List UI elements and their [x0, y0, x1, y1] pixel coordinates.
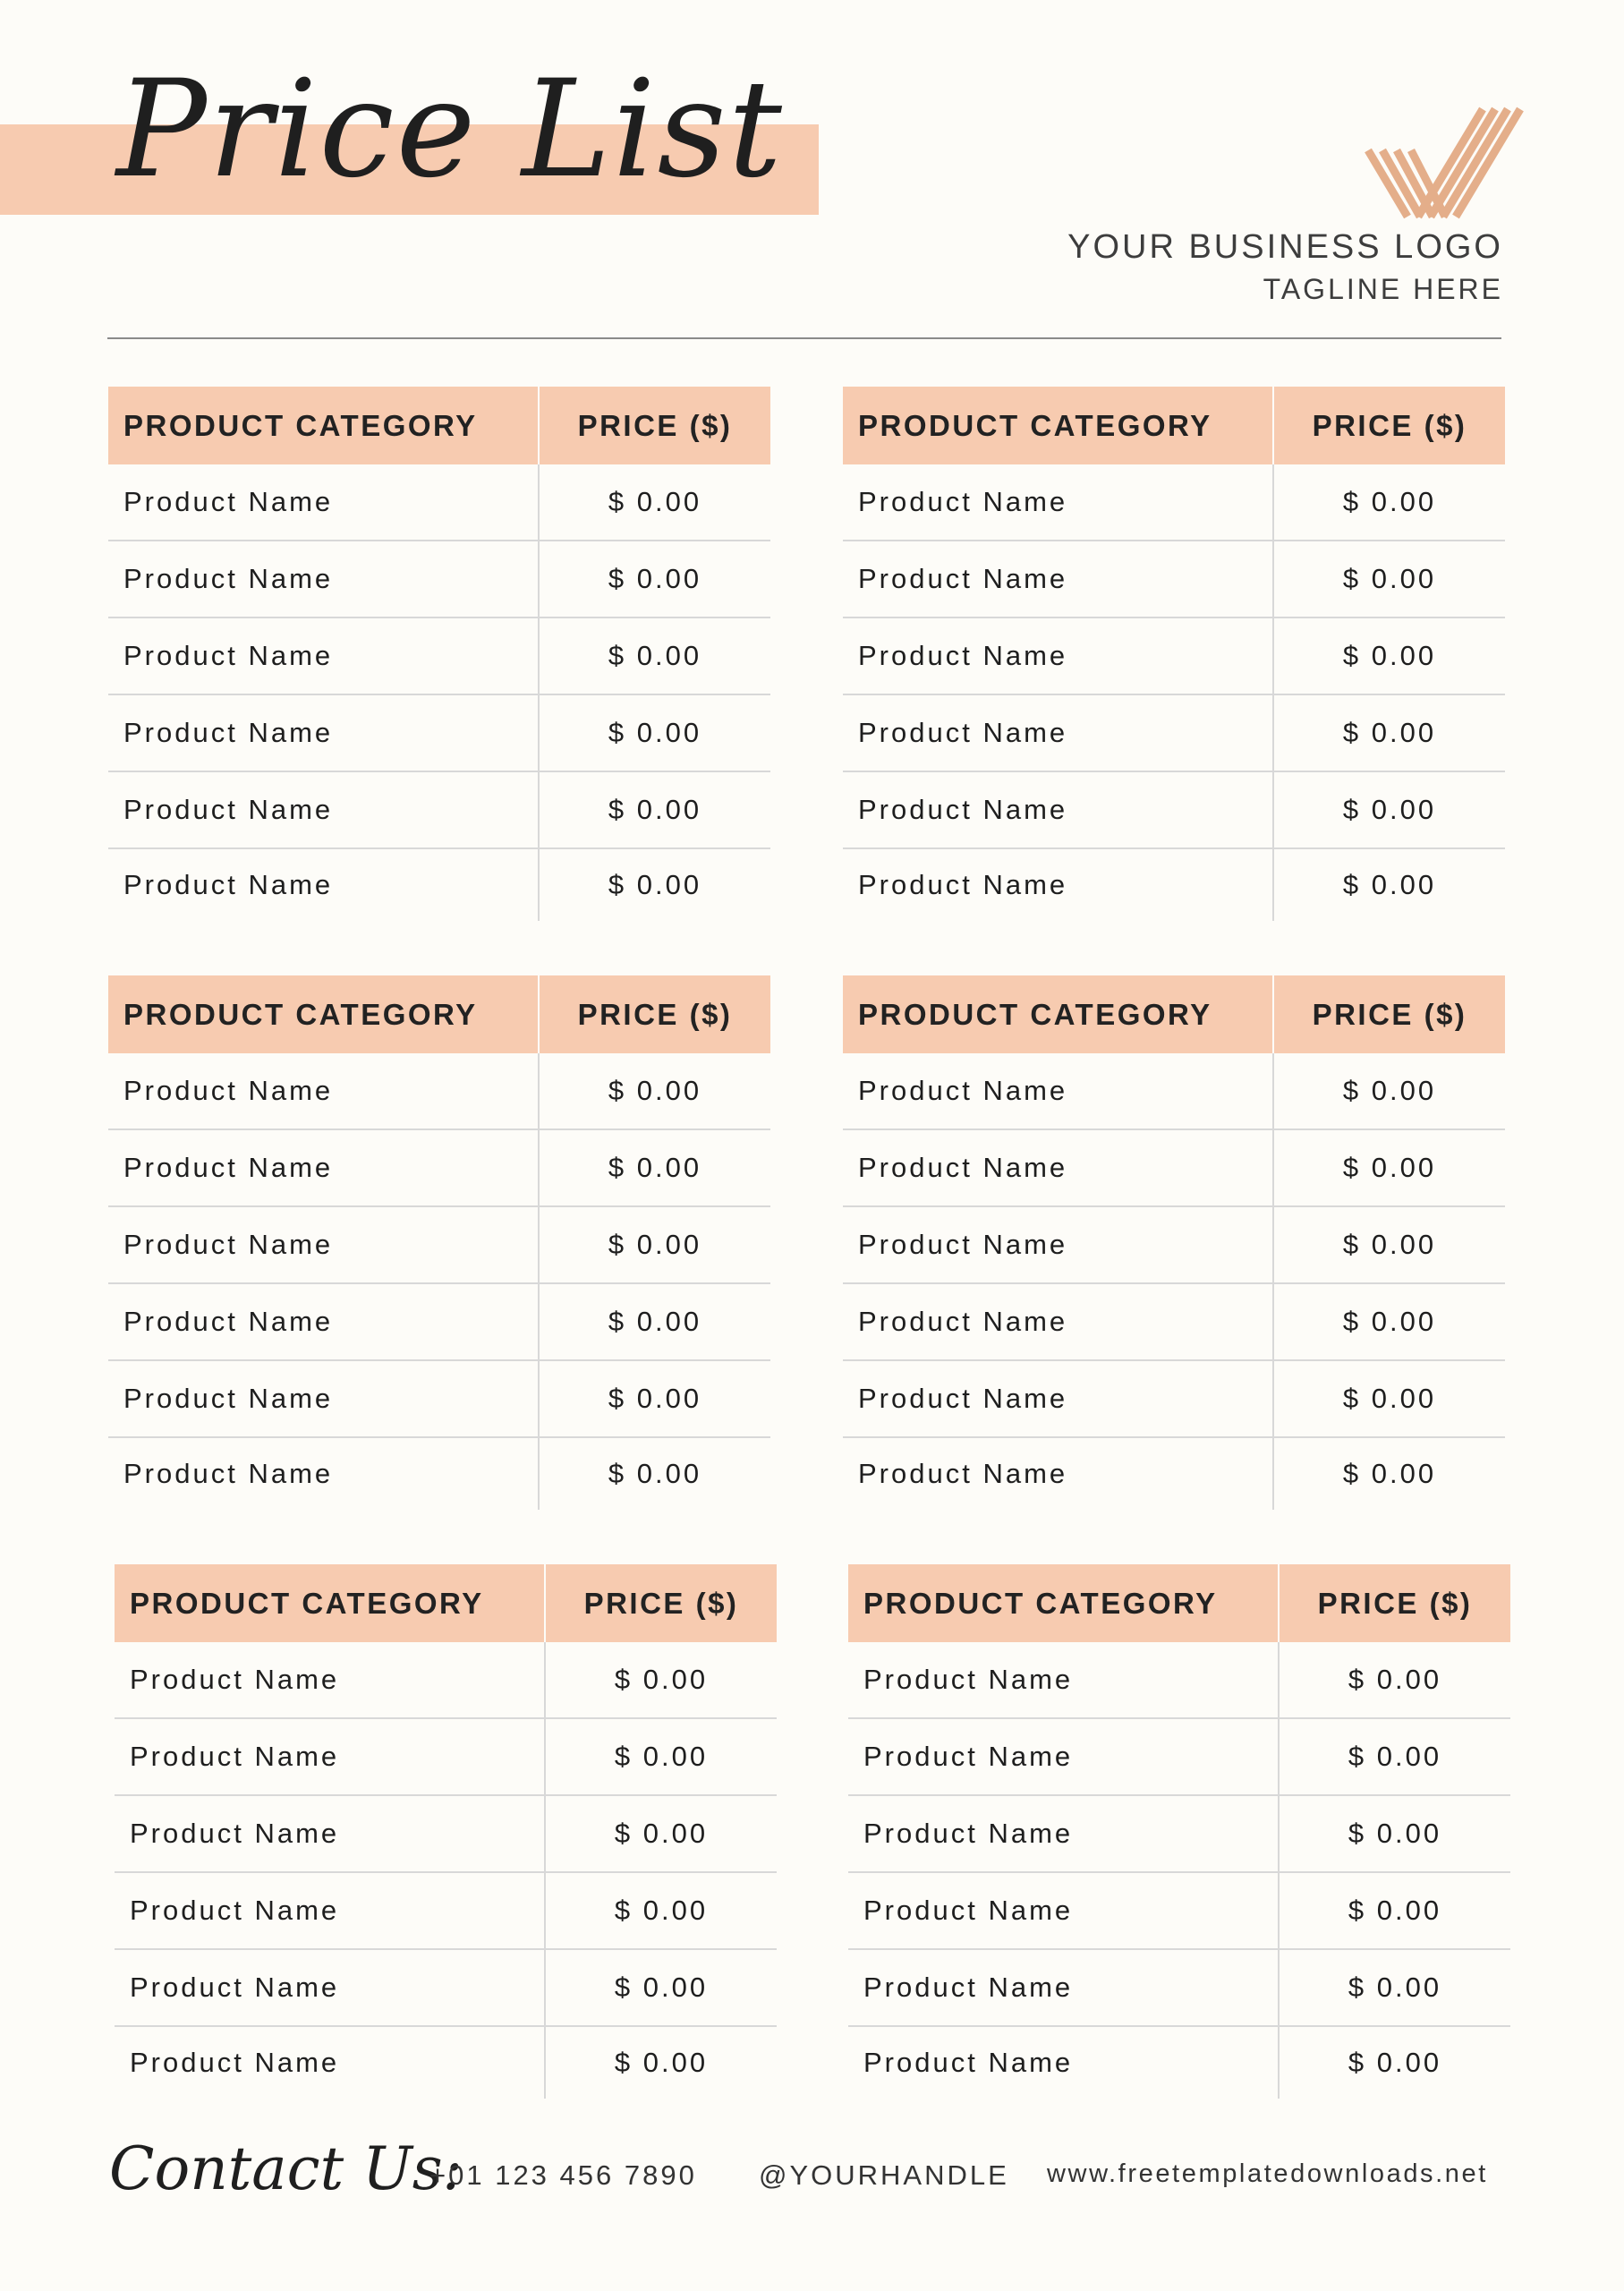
table-header — [115, 1564, 777, 1642]
product-name: Product Name — [858, 486, 1068, 517]
table-row — [843, 1284, 1505, 1361]
price-table — [843, 387, 1505, 921]
product-name: Product Name — [130, 1972, 340, 2003]
product-price: $ 0.00 — [1272, 1207, 1505, 1282]
table-row — [848, 1873, 1510, 1950]
product-price: $ 0.00 — [1278, 1642, 1510, 1717]
table-row — [848, 1642, 1510, 1719]
price-table — [108, 387, 770, 921]
product-name: Product Name — [863, 1895, 1074, 1926]
contact-phone: +01 123 456 7890 — [429, 2159, 697, 2191]
table-row — [843, 618, 1505, 695]
product-price: $ 0.00 — [1278, 1719, 1510, 1794]
table-header — [108, 975, 770, 1053]
product-name: Product Name — [123, 1229, 334, 1260]
product-price: $ 0.00 — [538, 1207, 770, 1282]
product-price: $ 0.00 — [538, 618, 770, 694]
product-price: $ 0.00 — [544, 2027, 777, 2099]
product-name: Product Name — [123, 1075, 334, 1106]
table-row — [108, 1438, 770, 1510]
product-name: Product Name — [130, 2047, 340, 2078]
table-row — [843, 464, 1505, 541]
product-name: Product Name — [858, 640, 1068, 671]
category-heading: PRODUCT CATEGORY — [858, 997, 1212, 1031]
table-header — [843, 387, 1505, 464]
price-table — [843, 975, 1505, 1510]
category-heading: PRODUCT CATEGORY — [130, 1586, 484, 1620]
table-header — [848, 1564, 1510, 1642]
price-heading: PRICE ($) — [1272, 387, 1505, 464]
product-name: Product Name — [863, 1741, 1074, 1772]
table-row — [843, 1207, 1505, 1284]
product-price: $ 0.00 — [538, 1438, 770, 1510]
table-row — [108, 1053, 770, 1130]
product-name: Product Name — [858, 1458, 1068, 1489]
table-row — [108, 1207, 770, 1284]
product-price: $ 0.00 — [1278, 2027, 1510, 2099]
contact-label: Contact Us: — [109, 2134, 463, 2203]
product-price: $ 0.00 — [544, 1642, 777, 1717]
table-row — [115, 1796, 777, 1873]
product-price: $ 0.00 — [1272, 1284, 1505, 1359]
product-price: $ 0.00 — [1272, 618, 1505, 694]
product-name: Product Name — [858, 1075, 1068, 1106]
product-price: $ 0.00 — [538, 1284, 770, 1359]
product-price: $ 0.00 — [544, 1950, 777, 2025]
price-table — [115, 1564, 777, 2099]
product-price: $ 0.00 — [538, 464, 770, 540]
product-price: $ 0.00 — [538, 695, 770, 771]
price-heading: PRICE ($) — [538, 387, 770, 464]
product-price: $ 0.00 — [1278, 1950, 1510, 2025]
table-row — [843, 772, 1505, 849]
product-name: Product Name — [863, 1972, 1074, 2003]
product-price: $ 0.00 — [1278, 1796, 1510, 1871]
category-heading: PRODUCT CATEGORY — [123, 408, 478, 442]
product-price: $ 0.00 — [1272, 541, 1505, 617]
product-price: $ 0.00 — [1272, 849, 1505, 921]
table-row — [108, 464, 770, 541]
product-price: $ 0.00 — [1272, 695, 1505, 771]
product-price: $ 0.00 — [544, 1873, 777, 1948]
price-table — [848, 1564, 1510, 2099]
striped-chevron-logo-icon — [1365, 106, 1526, 220]
category-heading: PRODUCT CATEGORY — [858, 408, 1212, 442]
product-name: Product Name — [123, 640, 334, 671]
product-name: Product Name — [130, 1818, 340, 1849]
product-price: $ 0.00 — [538, 1361, 770, 1436]
product-price: $ 0.00 — [1272, 1053, 1505, 1128]
table-row — [848, 1950, 1510, 2027]
product-price: $ 0.00 — [544, 1796, 777, 1871]
table-row — [848, 1796, 1510, 1873]
price-table — [108, 975, 770, 1510]
business-name: YOUR BUSINESS LOGO — [1067, 228, 1503, 266]
table-row — [115, 1642, 777, 1719]
table-row — [108, 541, 770, 618]
contact-website: www.freetemplatedownloads.net — [1047, 2159, 1488, 2188]
product-name: Product Name — [858, 1152, 1068, 1183]
product-name: Product Name — [123, 563, 334, 594]
product-name: Product Name — [130, 1741, 340, 1772]
table-row — [848, 1719, 1510, 1796]
product-name: Product Name — [123, 1152, 334, 1183]
table-row — [843, 695, 1505, 772]
business-tagline: TAGLINE HERE — [1263, 273, 1503, 305]
product-price: $ 0.00 — [1278, 1873, 1510, 1948]
table-row — [108, 772, 770, 849]
product-name: Product Name — [858, 794, 1068, 825]
product-name: Product Name — [123, 794, 334, 825]
table-row — [843, 849, 1505, 921]
contact-handle: @YOURHANDLE — [759, 2159, 1009, 2191]
product-name: Product Name — [123, 1458, 334, 1489]
product-name: Product Name — [858, 717, 1068, 748]
product-price: $ 0.00 — [538, 541, 770, 617]
table-row — [108, 695, 770, 772]
table-header — [108, 387, 770, 464]
product-name: Product Name — [130, 1664, 340, 1695]
product-name: Product Name — [858, 1229, 1068, 1260]
product-price: $ 0.00 — [538, 1130, 770, 1205]
product-price: $ 0.00 — [1272, 772, 1505, 847]
table-row — [843, 541, 1505, 618]
table-row — [115, 1950, 777, 2027]
product-name: Product Name — [858, 563, 1068, 594]
product-name: Product Name — [863, 2047, 1074, 2078]
price-heading: PRICE ($) — [1278, 1564, 1510, 1642]
table-row — [115, 1873, 777, 1950]
product-name: Product Name — [123, 486, 334, 517]
product-price: $ 0.00 — [538, 1053, 770, 1128]
product-name: Product Name — [123, 717, 334, 748]
table-row — [843, 1130, 1505, 1207]
category-heading: PRODUCT CATEGORY — [863, 1586, 1218, 1620]
price-heading: PRICE ($) — [1272, 975, 1505, 1053]
product-name: Product Name — [858, 1383, 1068, 1414]
header-divider — [107, 337, 1501, 339]
product-price: $ 0.00 — [1272, 1130, 1505, 1205]
table-row — [843, 1438, 1505, 1510]
table-row — [848, 2027, 1510, 2099]
product-price: $ 0.00 — [1272, 464, 1505, 540]
product-price: $ 0.00 — [544, 1719, 777, 1794]
table-row — [115, 2027, 777, 2099]
product-name: Product Name — [123, 1383, 334, 1414]
price-heading: PRICE ($) — [538, 975, 770, 1053]
product-price: $ 0.00 — [538, 772, 770, 847]
product-name: Product Name — [123, 1306, 334, 1337]
table-row — [108, 618, 770, 695]
product-price: $ 0.00 — [1272, 1361, 1505, 1436]
product-name: Product Name — [863, 1818, 1074, 1849]
product-name: Product Name — [858, 869, 1068, 900]
table-row — [843, 1361, 1505, 1438]
page-title: Price List — [116, 52, 784, 208]
table-row — [115, 1719, 777, 1796]
product-name: Product Name — [863, 1664, 1074, 1695]
category-heading: PRODUCT CATEGORY — [123, 997, 478, 1031]
table-row — [108, 849, 770, 921]
product-name: Product Name — [858, 1306, 1068, 1337]
product-name: Product Name — [123, 869, 334, 900]
product-name: Product Name — [130, 1895, 340, 1926]
product-price: $ 0.00 — [1272, 1438, 1505, 1510]
table-row — [108, 1284, 770, 1361]
table-row — [843, 1053, 1505, 1130]
table-row — [108, 1361, 770, 1438]
table-row — [108, 1130, 770, 1207]
table-header — [843, 975, 1505, 1053]
product-price: $ 0.00 — [538, 849, 770, 921]
price-heading: PRICE ($) — [544, 1564, 777, 1642]
